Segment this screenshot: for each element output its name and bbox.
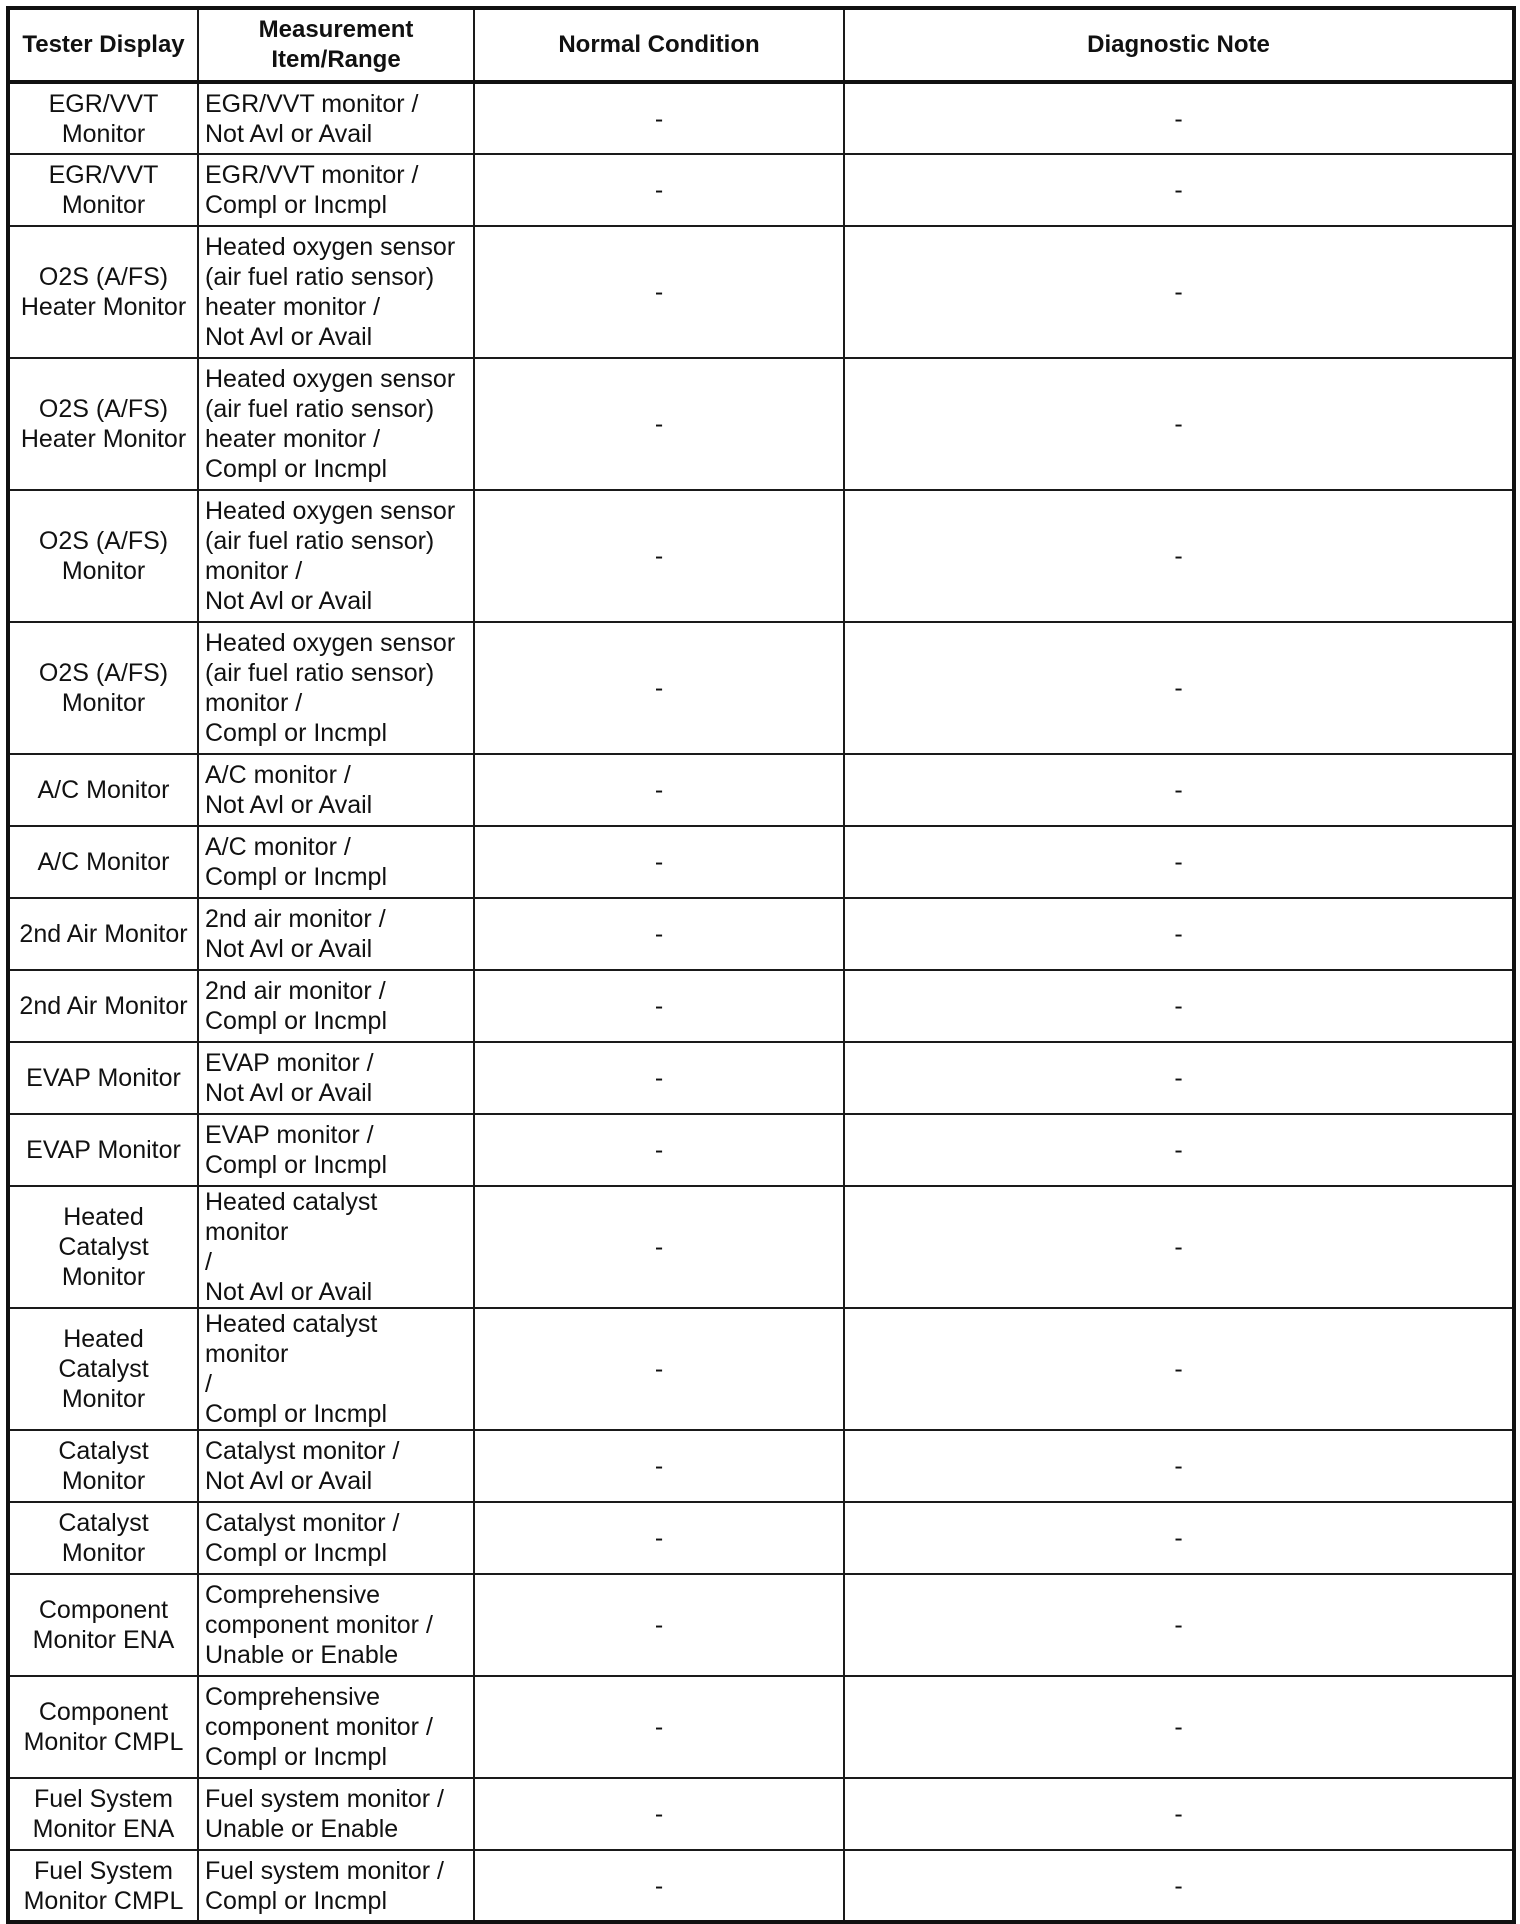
diagnostic-note-cell: - [844, 154, 1514, 226]
normal-condition-cell: - [474, 358, 844, 490]
measurement-line: Heated oxygen sensor [205, 365, 456, 393]
normal-condition-cell: - [474, 1574, 844, 1676]
tester-display-line: A/C Monitor [37, 848, 170, 876]
table-row [8, 1042, 1514, 1114]
diagnostic-note-cell: - [844, 1502, 1514, 1574]
tester-display-line: Fuel System [34, 1785, 173, 1813]
diagnostic-note-cell: - [844, 1430, 1514, 1502]
normal-condition-cell: - [474, 1676, 844, 1778]
normal-condition-cell: - [474, 154, 844, 226]
tester-display-line: Monitor [61, 191, 146, 219]
measurement-item-cell [198, 970, 474, 1042]
header-tester-display: Tester Display [8, 8, 198, 82]
measurement-line: Compl or Incmpl [205, 719, 387, 747]
tester-display-cell [8, 1186, 198, 1308]
tester-display-cell [8, 1502, 198, 1574]
measurement-line: Compl or Incmpl [205, 1539, 387, 1567]
tester-display-line: O2S (A/FS) [38, 527, 169, 555]
table-row [8, 1308, 1514, 1430]
tester-display-line: Component [38, 1698, 169, 1726]
table-row [8, 1186, 1514, 1308]
tester-display-cell [8, 226, 198, 358]
normal-condition-cell: - [474, 754, 844, 826]
table-row [8, 898, 1514, 970]
normal-condition-cell: - [474, 826, 844, 898]
measurement-item-cell [198, 490, 474, 622]
measurement-line: Catalyst monitor / [205, 1437, 400, 1465]
normal-condition-cell: - [474, 622, 844, 754]
measurement-line: A/C monitor / [205, 761, 351, 789]
measurement-line: EVAP monitor / [205, 1121, 374, 1149]
normal-condition-cell: - [474, 898, 844, 970]
measurement-line: / [205, 1370, 212, 1398]
measurement-line: (air fuel ratio sensor) [205, 395, 435, 423]
measurement-item-cell [198, 1778, 474, 1850]
table-header [8, 8, 1514, 82]
measurement-line: Comprehensive [205, 1683, 381, 1711]
measurement-item-cell [198, 898, 474, 970]
table-row [8, 1502, 1514, 1574]
measurement-line: EGR/VVT monitor / [205, 89, 419, 118]
diagnostic-note-cell: - [844, 1186, 1514, 1308]
measurement-line: Not Avl or Avail [205, 1467, 373, 1495]
tester-display-line: Monitor [61, 1385, 146, 1413]
diagnostic-note-cell: - [844, 622, 1514, 754]
header-measurement-line2: Item/Range [271, 46, 401, 73]
normal-condition-cell: - [474, 1042, 844, 1114]
measurement-item-cell [198, 82, 474, 154]
measurement-line: Not Avl or Avail [205, 587, 373, 615]
diagnostic-note-cell: - [844, 970, 1514, 1042]
tester-display-line: O2S (A/FS) [38, 395, 169, 423]
measurement-line: Compl or Incmpl [205, 1400, 387, 1428]
measurement-line: EVAP monitor / [205, 1049, 374, 1077]
tester-display-line: O2S (A/FS) [38, 659, 169, 687]
tester-display-cell [8, 826, 198, 898]
tester-display-line: EVAP Monitor [26, 1064, 181, 1092]
tester-display-line: EGR/VVT [48, 161, 159, 189]
table-row [8, 622, 1514, 754]
measurement-line: 2nd air monitor / [205, 905, 386, 933]
measurement-line: Not Avl or Avail [205, 119, 373, 148]
measurement-line: Fuel system monitor / [205, 1856, 444, 1885]
tester-display-line: Heated Catalyst [58, 1203, 149, 1261]
data-list-table [6, 6, 1516, 1924]
measurement-line: EGR/VVT monitor / [205, 161, 419, 189]
tester-display-cell [8, 1114, 198, 1186]
tester-display-cell [8, 898, 198, 970]
tester-display-cell [8, 970, 198, 1042]
table-row [8, 1778, 1514, 1850]
normal-condition-cell: - [474, 1186, 844, 1308]
measurement-line: 2nd air monitor / [205, 977, 386, 1005]
tester-display-line: Fuel System [34, 1856, 173, 1885]
measurement-line: Catalyst monitor / [205, 1509, 400, 1537]
diagnostic-note-cell: - [844, 1574, 1514, 1676]
normal-condition-cell: - [474, 1430, 844, 1502]
table-row [8, 82, 1514, 154]
measurement-line: Heated catalyst monitor [205, 1310, 378, 1368]
measurement-line: Heated oxygen sensor [205, 233, 456, 261]
diagnostic-note-cell: - [844, 1114, 1514, 1186]
table-row [8, 754, 1514, 826]
measurement-line: (air fuel ratio sensor) [205, 263, 435, 291]
measurement-line: Not Avl or Avail [205, 323, 373, 351]
header-measurement-item-range [198, 8, 474, 82]
header-measurement-line1: Measurement [258, 16, 414, 43]
table-row [8, 1430, 1514, 1502]
tester-display-line: Monitor ENA [32, 1626, 175, 1654]
tester-display-line: Monitor [61, 1467, 146, 1495]
measurement-item-cell [198, 1676, 474, 1778]
measurement-line: (air fuel ratio sensor) [205, 659, 435, 687]
tester-display-cell [8, 1574, 198, 1676]
measurement-line: Compl or Incmpl [205, 1743, 387, 1771]
tester-display-line: Monitor [61, 1539, 146, 1567]
measurement-item-cell [198, 826, 474, 898]
measurement-line: Compl or Incmpl [205, 1886, 387, 1915]
tester-display-cell [8, 1850, 198, 1922]
header-normal-condition: Normal Condition [474, 8, 844, 82]
tester-display-cell [8, 622, 198, 754]
tester-display-line: EGR/VVT [48, 89, 159, 118]
measurement-line: monitor / [205, 689, 303, 717]
measurement-line: Heated catalyst monitor [205, 1188, 378, 1246]
measurement-line: Heated oxygen sensor [205, 497, 456, 525]
tester-display-cell [8, 1676, 198, 1778]
measurement-item-cell [198, 1042, 474, 1114]
diagnostic-note-cell: - [844, 1676, 1514, 1778]
normal-condition-cell: - [474, 1114, 844, 1186]
measurement-line: Fuel system monitor / [205, 1785, 444, 1813]
measurement-line: / [205, 1248, 212, 1276]
tester-display-line: Monitor CMPL [23, 1728, 184, 1756]
tester-display-line: Monitor [61, 119, 146, 148]
tester-display-line: Monitor [61, 1263, 146, 1291]
tester-display-line: Heated Catalyst [58, 1325, 149, 1383]
tester-display-cell [8, 1042, 198, 1114]
table-row [8, 970, 1514, 1042]
measurement-line: A/C monitor / [205, 833, 351, 861]
normal-condition-cell: - [474, 970, 844, 1042]
diagnostic-note-cell: - [844, 826, 1514, 898]
tester-display-line: Component [38, 1596, 169, 1624]
measurement-item-cell [198, 1502, 474, 1574]
measurement-line: (air fuel ratio sensor) [205, 527, 435, 555]
tester-display-line: A/C Monitor [37, 776, 170, 804]
tester-display-line: Monitor [61, 557, 146, 585]
header-row [8, 8, 1514, 82]
tester-display-cell [8, 358, 198, 490]
measurement-line: Not Avl or Avail [205, 1278, 373, 1306]
tester-display-cell [8, 490, 198, 622]
diagnostic-note-cell: - [844, 226, 1514, 358]
measurement-line: Not Avl or Avail [205, 791, 373, 819]
diagnostic-note-cell: - [844, 358, 1514, 490]
diagnostic-note-cell: - [844, 754, 1514, 826]
measurement-item-cell [198, 1308, 474, 1430]
tester-display-cell [8, 82, 198, 154]
measurement-line: component monitor / [205, 1611, 433, 1639]
measurement-line: Compl or Incmpl [205, 1151, 387, 1179]
diagnostic-note-cell: - [844, 82, 1514, 154]
normal-condition-cell: - [474, 1778, 844, 1850]
tester-display-line: Catalyst [58, 1509, 149, 1537]
measurement-line: Not Avl or Avail [205, 935, 373, 963]
table-row [8, 826, 1514, 898]
measurement-line: Compl or Incmpl [205, 1007, 387, 1035]
diagnostic-note-cell: - [844, 1308, 1514, 1430]
table-row [8, 1850, 1514, 1922]
diagnostic-note-cell: - [844, 1850, 1514, 1922]
measurement-line: heater monitor / [205, 425, 381, 453]
table-row [8, 1676, 1514, 1778]
normal-condition-cell: - [474, 1308, 844, 1430]
measurement-line: Comprehensive [205, 1581, 381, 1609]
measurement-line: Compl or Incmpl [205, 863, 387, 891]
measurement-item-cell [198, 754, 474, 826]
table-body [8, 82, 1514, 1922]
measurement-item-cell [198, 1186, 474, 1308]
tester-display-line: O2S (A/FS) [38, 263, 169, 291]
tester-display-line: Heater Monitor [20, 425, 187, 453]
table-row [8, 1114, 1514, 1186]
table-row [8, 226, 1514, 358]
diagnostic-note-cell: - [844, 898, 1514, 970]
measurement-item-cell [198, 1430, 474, 1502]
tester-display-line: Monitor ENA [32, 1815, 175, 1843]
measurement-line: Heated oxygen sensor [205, 629, 456, 657]
tester-display-cell [8, 154, 198, 226]
measurement-item-cell [198, 622, 474, 754]
table-row [8, 1574, 1514, 1676]
normal-condition-cell: - [474, 1502, 844, 1574]
tester-display-cell [8, 1778, 198, 1850]
measurement-line: component monitor / [205, 1713, 433, 1741]
normal-condition-cell: - [474, 490, 844, 622]
tester-display-line: Monitor CMPL [23, 1886, 184, 1915]
normal-condition-cell: - [474, 1850, 844, 1922]
tester-display-line: 2nd Air Monitor [19, 920, 188, 948]
measurement-line: Compl or Incmpl [205, 455, 387, 483]
tester-display-cell [8, 754, 198, 826]
tester-display-cell [8, 1308, 198, 1430]
measurement-line: Not Avl or Avail [205, 1079, 373, 1107]
measurement-item-cell [198, 226, 474, 358]
table-row [8, 154, 1514, 226]
measurement-line: Unable or Enable [205, 1641, 399, 1669]
diagnostic-note-cell: - [844, 490, 1514, 622]
tester-display-line: 2nd Air Monitor [19, 992, 188, 1020]
tester-display-cell [8, 1430, 198, 1502]
measurement-line: Compl or Incmpl [205, 191, 387, 219]
measurement-item-cell [198, 1114, 474, 1186]
measurement-item-cell [198, 154, 474, 226]
tester-display-line: Catalyst [58, 1437, 149, 1465]
table-row [8, 490, 1514, 622]
table-row [8, 358, 1514, 490]
normal-condition-cell: - [474, 226, 844, 358]
measurement-line: monitor / [205, 557, 303, 585]
monitor-status-sheet [6, 6, 1512, 1924]
tester-display-line: Monitor [61, 689, 146, 717]
tester-display-line: Heater Monitor [20, 293, 187, 321]
measurement-item-cell [198, 1574, 474, 1676]
diagnostic-note-cell: - [844, 1042, 1514, 1114]
measurement-item-cell [198, 1850, 474, 1922]
measurement-line: Unable or Enable [205, 1815, 399, 1843]
normal-condition-cell: - [474, 82, 844, 154]
tester-display-line: EVAP Monitor [26, 1136, 181, 1164]
measurement-line: heater monitor / [205, 293, 381, 321]
diagnostic-note-cell: - [844, 1778, 1514, 1850]
header-diagnostic-note: Diagnostic Note [844, 8, 1514, 82]
measurement-item-cell [198, 358, 474, 490]
